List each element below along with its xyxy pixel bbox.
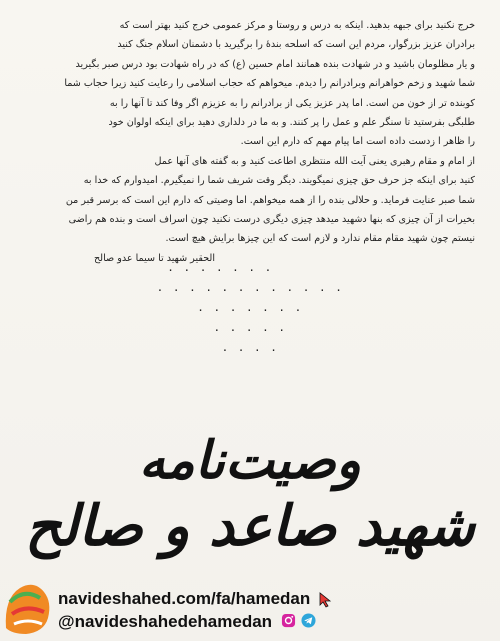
instagram-icon[interactable]	[281, 613, 296, 628]
footer-url-row	[58, 589, 332, 609]
website-link[interactable]: navideshahed.com/fa/hamedan	[58, 589, 311, 608]
dot-row: . . . . . . .	[167, 261, 273, 274]
telegram-icon[interactable]	[301, 613, 316, 628]
dot-row: . . . . . . .	[197, 301, 303, 314]
footer-social-row	[58, 612, 316, 633]
dot-separator	[0, 258, 500, 358]
letter-line: کوبنده تر از خون من است. اما پدر عزیز یکی از برادرانم را به عزیزم اگر وفا کند تا آنها را به	[109, 97, 475, 109]
letter-line: را ظاهر ا زدست داده است اما پیام مهم که دارم این است.	[240, 136, 475, 148]
title-martyr-name: شهید صاعد و صالح	[25, 493, 475, 559]
letter-line: طلبگی بفرستید تا سنگر علم و عمل را پر کنند. و به ما در دلداری دهید برای اینکه اولوان خود	[108, 117, 475, 129]
letter-line: کنید برای اینکه جز حرف حق چیزی نمیگویند. دیگر وقت شریف شما را نمیگیرم. امیدوارم که خدا به	[83, 175, 475, 187]
letter-line: نیستم چون شهید مقام مقام ندارد و لازم است که این چیزها برایش هیچ است.	[165, 233, 475, 245]
letter-line: بخیرات از آن چیزی که بنها دشهید میدهد چیزی دیگری درست نکنید چون اسراف است و بنده هم راضی	[68, 214, 475, 226]
title-will: وصیت‌نامه	[138, 430, 362, 491]
signature-line: الحقیر شهید تا سیما عدو صالح	[93, 252, 215, 264]
social-handle[interactable]: @navideshahedehamedan	[58, 612, 273, 631]
dot-row: . . . . . . . . . . . .	[156, 281, 344, 294]
brand-logo	[0, 568, 62, 638]
dot-row: . . . . .	[213, 321, 287, 334]
will-letter-text	[30, 16, 475, 268]
letter-line: شما شهید و زخم خواهرانم وبرادرانم را دیدم. میخواهم که حجاب اسلامی را رعایت کنید زیرا حجاب شما	[64, 78, 475, 90]
letter-line: و یار مظلومان باشید و در شهادت بنده همانند امام حسین (ع) که در راه شهادت بود درس صبر بگیرید	[75, 58, 475, 70]
letter-line: از امام و مقام رهبری یعنی آیت الله منتظری اطاعت کنید و به گفته های آنها عمل	[154, 155, 475, 167]
letter-line: خرج نکنید برای جبهه بدهید. اینکه به درس و روستا و مرکز عمومی خرج کنید بهتر است که	[119, 20, 475, 31]
letter-line: شما صبر عنایت فرماید. و حلالی بنده را از همه میخواهم. اما وصیتی که دارم این است که برسر قبر من	[65, 194, 475, 206]
cursor-icon	[318, 592, 332, 608]
letter-line: برادران عزیز بزرگوار، مردم این است که اسلحه بندهٔ را برگیرید با دشمنان اسلام جنگ کنید	[117, 39, 475, 51]
dot-row: . . . .	[221, 341, 279, 354]
